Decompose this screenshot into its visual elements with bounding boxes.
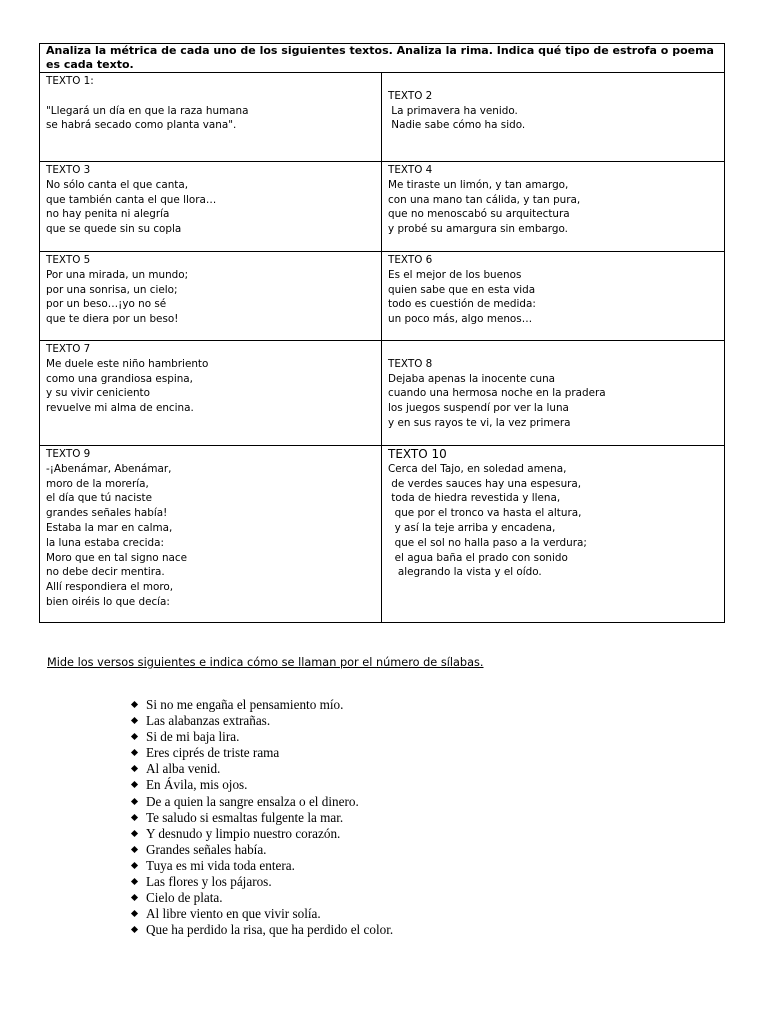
verse-line: moro de la morería, (46, 477, 149, 490)
instruction-text: Mide los versos siguientes e indica cómo se llaman por el número de sílabas. (47, 656, 484, 669)
list-item: Si no me engaña el pensamiento mío. (131, 697, 393, 713)
verse-line: alegrando la vista y el oído. (388, 566, 542, 579)
verse-line: toda de hiedra revestida y llena, (388, 492, 561, 505)
verse-line: bien oiréis lo que decía: (46, 595, 170, 608)
diamond-bullet-icon (131, 701, 138, 708)
verse-line: los juegos suspendí por ver la luna (388, 402, 569, 415)
text-cell-3 (40, 162, 382, 252)
verse-line: Por una mirada, un mundo; (46, 268, 189, 281)
diamond-bullet-icon (131, 910, 138, 917)
list-item: Si de mi baja lira. (131, 729, 393, 745)
verse-line: por una sonrisa, un cielo; (46, 283, 178, 296)
verse-line: el agua baña el prado con sonido (388, 551, 568, 564)
verse-line: Dejaba apenas la inocente cuna (388, 372, 556, 385)
table-row (40, 252, 725, 341)
verse-line: con una mano tan cálida, y tan pura, (388, 193, 581, 206)
verse-line: Nadie sabe cómo ha sido. (388, 119, 526, 132)
verse-line: todo es cuestión de medida: (388, 298, 536, 311)
text-cell-9 (40, 446, 382, 623)
diamond-bullet-icon (131, 878, 138, 885)
list-item: Tuya es mi vida toda entera. (131, 858, 393, 874)
exercise-table (39, 43, 725, 623)
diamond-bullet-icon (131, 894, 138, 901)
table-header-row (40, 44, 725, 73)
list-item: Grandes señales había. (131, 842, 393, 858)
verse-line: quien sabe que en esta vida (388, 283, 536, 296)
list-item: En Ávila, mis ojos. (131, 777, 393, 793)
text-title: TEXTO 8 (388, 357, 433, 370)
list-item: Las flores y los pájaros. (131, 874, 393, 890)
verse-line: se habrá secado como planta vana". (46, 119, 237, 132)
verse-line: cuando una hermosa noche en la pradera (388, 387, 606, 400)
text-title: TEXTO 4 (388, 164, 433, 176)
verse-line: Cerca del Tajo, en soledad amena, (388, 462, 567, 475)
list-item: Las alabanzas extrañas. (131, 713, 393, 729)
verse-line: Me duele este niño hambriento (46, 357, 209, 370)
text-title: TEXTO 6 (388, 254, 433, 266)
text-cell-4 (382, 162, 725, 252)
diamond-bullet-icon (131, 781, 138, 788)
verse-line: Moro que en tal signo nace (46, 551, 188, 564)
diamond-bullet-icon (131, 926, 138, 933)
verse-line: y su vivir ceniciento (46, 387, 150, 400)
verse-line: y así la teje arriba y encadena, (388, 521, 556, 534)
text-cell-1 (40, 73, 382, 162)
verse-line: que te diera por un beso! (46, 313, 179, 326)
verse-line: grandes señales había! (46, 507, 168, 520)
table-row (40, 73, 725, 162)
list-item: Eres ciprés de triste rama (131, 745, 393, 761)
list-item: Que ha perdido la risa, que ha perdido el color. (131, 922, 393, 938)
list-item: Te saludo si esmaltas fulgente la mar. (131, 810, 393, 826)
verse-line: Estaba la mar en calma, (46, 521, 173, 534)
verse-line: Me tiraste un limón, y tan amargo, (388, 178, 569, 191)
verse-line: y en sus rayos te vi, la vez primera (388, 416, 571, 429)
text-title: TEXTO 7 (46, 343, 91, 355)
verse-line: no hay penita ni alegría (46, 208, 170, 221)
verse-line: No sólo canta el que canta, (46, 178, 189, 191)
diamond-bullet-icon (131, 733, 138, 740)
table-row (40, 162, 725, 252)
verse-list (131, 697, 393, 938)
table-header: Analiza la métrica de cada uno de los siguientes textos. Analiza la rima. Indica qué tipo de estrofa o poema es cada texto. (40, 44, 725, 73)
table-row (40, 341, 725, 446)
verse-line: la luna estaba crecida: (46, 536, 165, 549)
text-cell-10 (382, 446, 725, 623)
list-item: Cielo de plata. (131, 890, 393, 906)
text-cell-7 (40, 341, 382, 446)
verse-line: como una grandiosa espina, (46, 372, 193, 385)
verse-line: un poco más, algo menos… (388, 313, 533, 326)
text-cell-2 (382, 73, 725, 162)
verse-line: Es el mejor de los buenos (388, 268, 522, 281)
verse-line: y probé su amargura sin embargo. (388, 223, 568, 236)
verse-line: no debe decir mentira. (46, 566, 165, 579)
verse-line: por un beso…¡yo no sé (46, 298, 167, 311)
verse-line: La primavera ha venido. (388, 104, 518, 117)
diamond-bullet-icon (131, 749, 138, 756)
verse-line: Allí respondiera el moro, (46, 581, 174, 594)
diamond-bullet-icon (131, 717, 138, 724)
text-title: TEXTO 3 (46, 164, 91, 176)
text-cell-5 (40, 252, 382, 341)
text-title: TEXTO 1: (46, 75, 94, 87)
list-item: Al libre viento en que vivir solía. (131, 906, 393, 922)
text-cell-6 (382, 252, 725, 341)
text-title: TEXTO 9 (46, 448, 91, 460)
diamond-bullet-icon (131, 798, 138, 805)
diamond-bullet-icon (131, 846, 138, 853)
verse-line: que el sol no halla paso a la verdura; (388, 536, 587, 549)
list-item: Y desnudo y limpio nuestro corazón. (131, 826, 393, 842)
text-title: TEXTO 2 (388, 89, 433, 102)
text-title: TEXTO 10 (388, 447, 447, 461)
verse-line: que se quede sin su copla (46, 223, 182, 236)
verse-line: que también canta el que llora… (46, 193, 217, 206)
verse-line: que por el tronco va hasta el altura, (388, 507, 582, 520)
verse-line: -¡Abenámar, Abenámar, (46, 462, 172, 475)
text-title: TEXTO 5 (46, 254, 91, 266)
verse-line: "Llegará un día en que la raza humana (46, 104, 249, 117)
list-item: De a quien la sangre ensalza o el dinero. (131, 794, 393, 810)
verse-line: revuelve mi alma de encina. (46, 402, 194, 415)
table-row (40, 446, 725, 623)
verse-line: de verdes sauces hay una espesura, (388, 477, 582, 490)
diamond-bullet-icon (131, 814, 138, 821)
verse-line: que no menoscabó su arquitectura (388, 208, 570, 221)
verse-line: el día que tú naciste (46, 492, 153, 505)
list-item: Al alba venid. (131, 761, 393, 777)
text-cell-8 (382, 341, 725, 446)
diamond-bullet-icon (131, 830, 138, 837)
diamond-bullet-icon (131, 765, 138, 772)
diamond-bullet-icon (131, 862, 138, 869)
